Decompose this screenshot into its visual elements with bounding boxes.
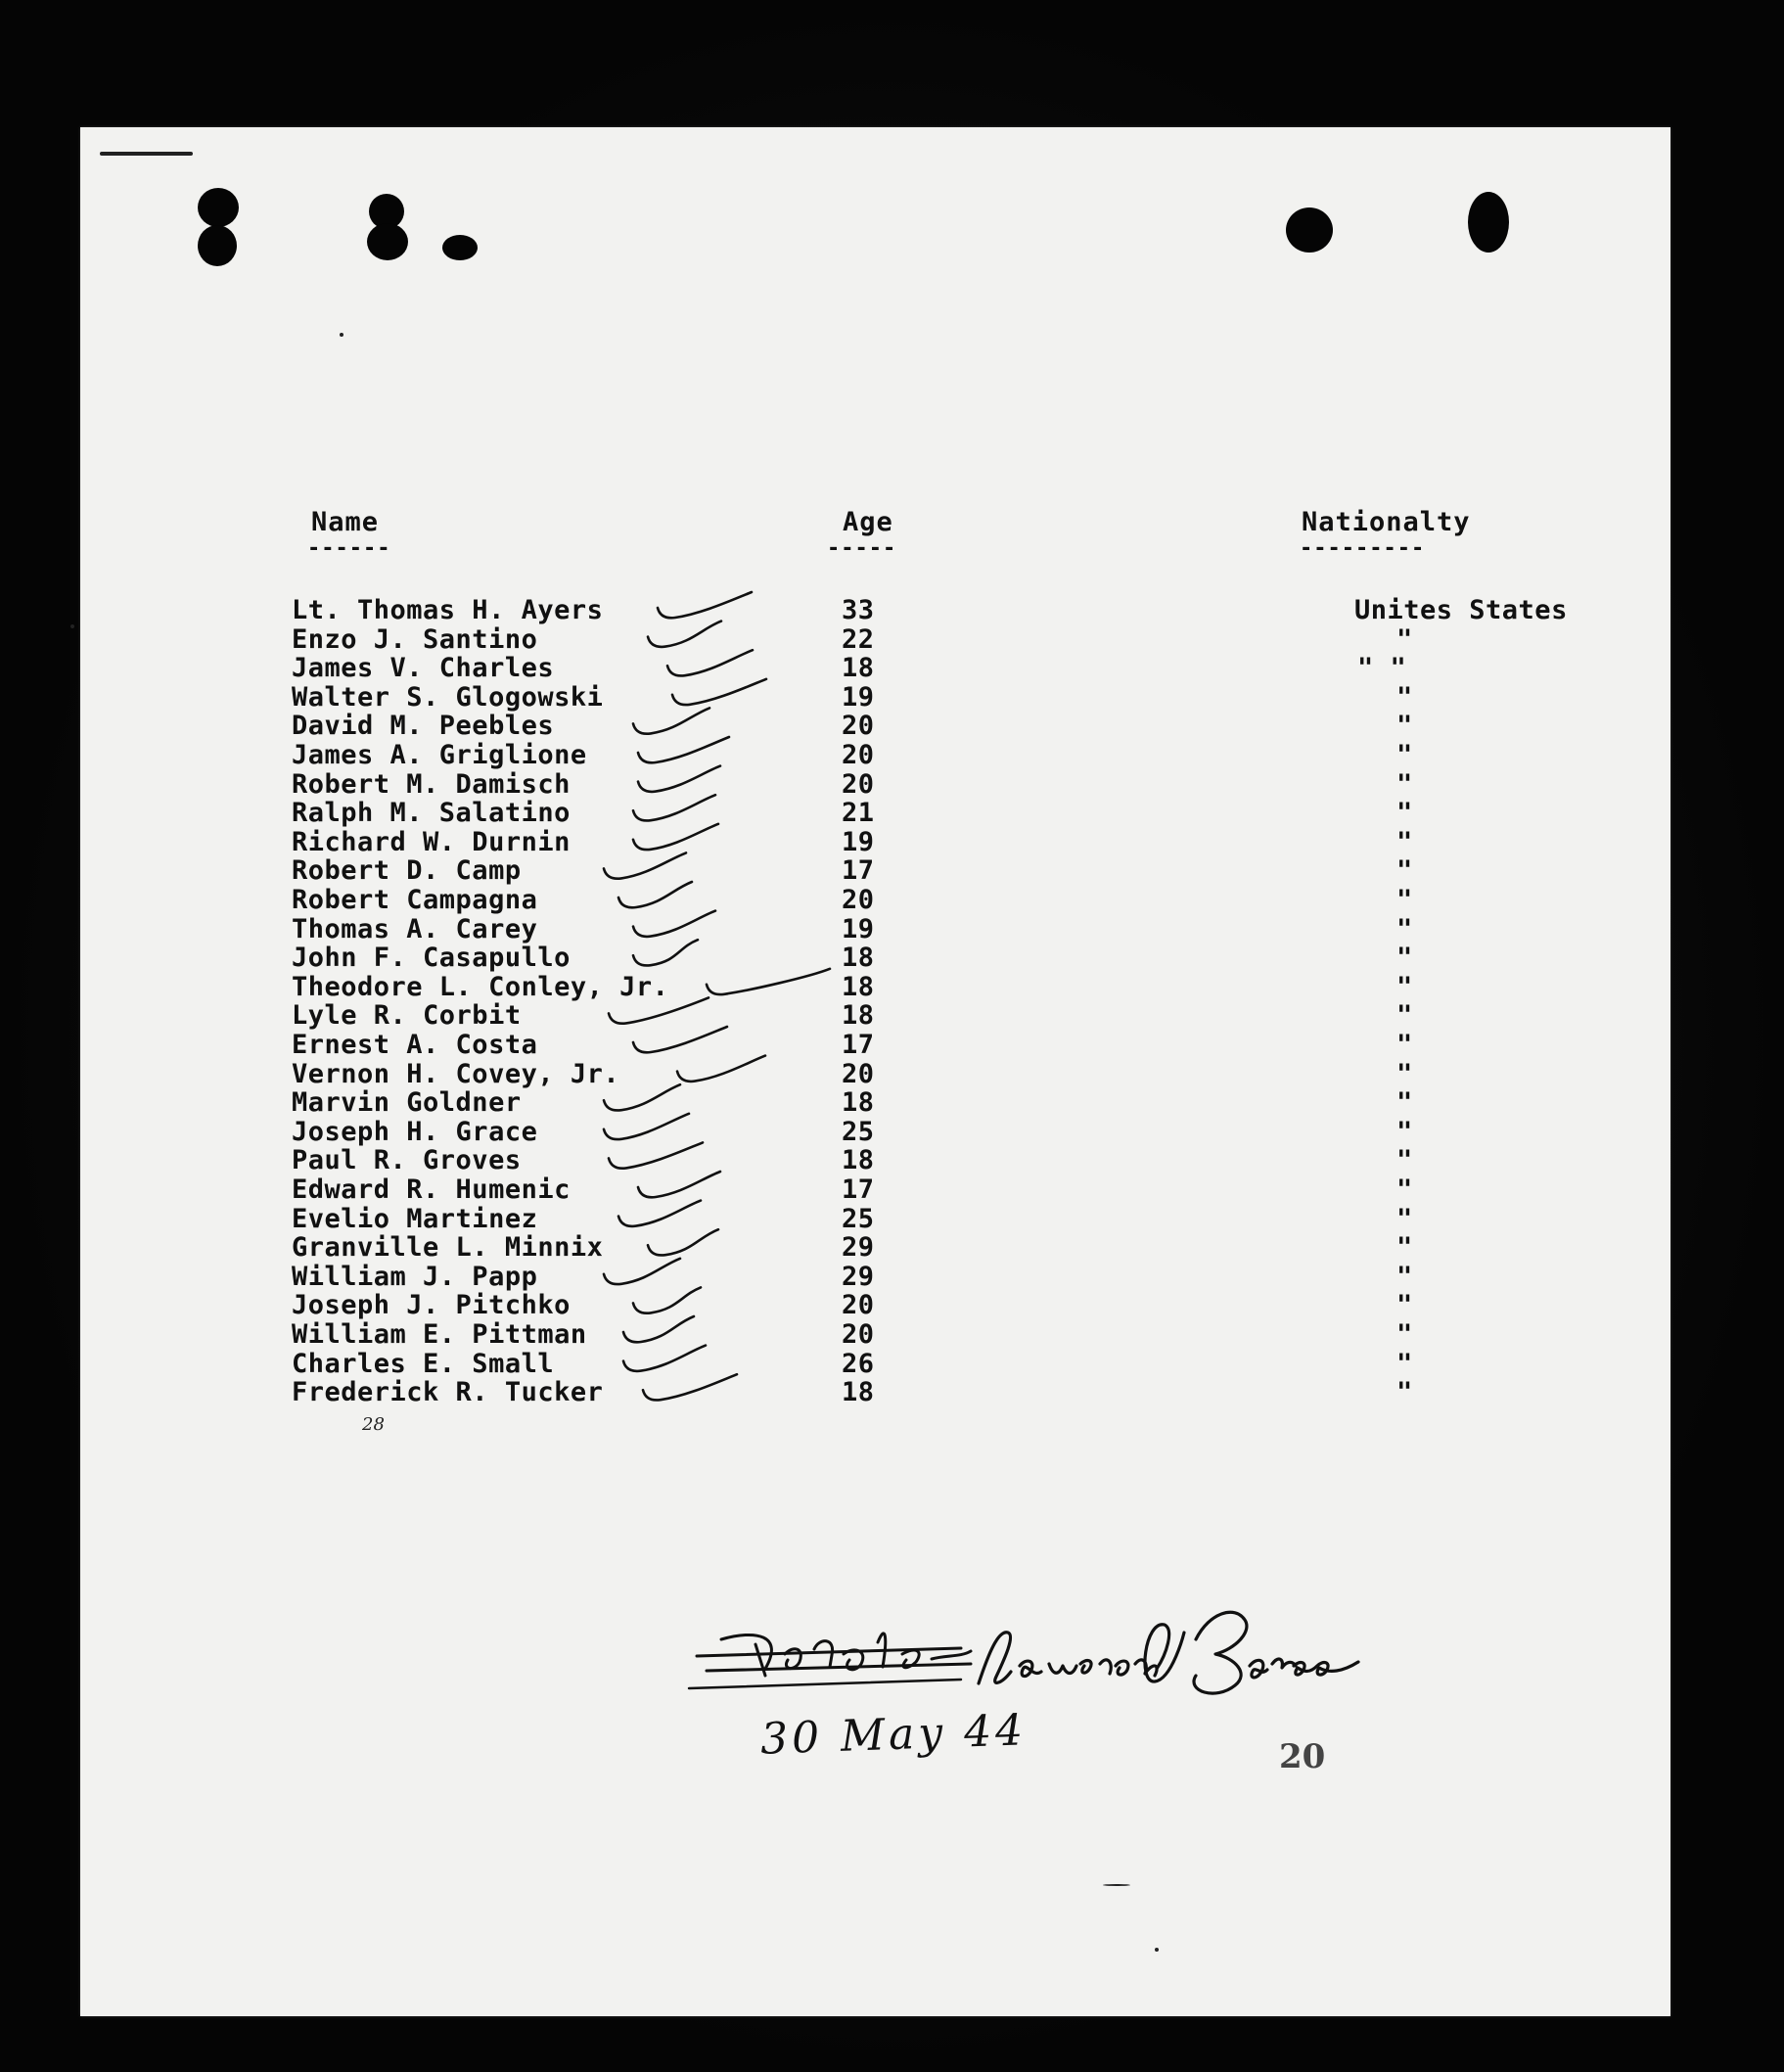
cell-nationality: " [1396,1203,1413,1234]
header-age-rule: ----- [827,536,897,561]
cell-age: 21 [842,798,875,829]
cell-name: Ernest A. Costa [292,1030,538,1060]
cell-age: 20 [842,1290,875,1321]
table-row [80,1088,1670,1118]
cell-age: 18 [842,1377,875,1408]
cell-age: 19 [842,913,875,944]
cell-age: 19 [842,681,875,713]
cell-age: 20 [842,1319,875,1350]
cell-name: Paul R. Groves [292,1145,522,1176]
cell-nationality: " [1396,798,1413,829]
table-row [80,770,1670,800]
cell-age: 29 [842,1261,875,1292]
cell-name: Theodore L. Conley, Jr. [292,971,669,1002]
cell-age: 33 [842,595,875,625]
cell-name: William J. Papp [292,1261,538,1292]
signature-mark [979,1612,1358,1693]
cell-name: Walter S. Glogowski [292,681,604,713]
cell-age: 22 [842,623,875,655]
cell-name: Enzo J. Santino [292,623,538,655]
table-row [80,1263,1670,1292]
cell-age: 18 [842,971,875,1002]
cell-nationality: " [1396,1261,1413,1292]
cell-nationality: " [1396,623,1413,655]
cell-nationality: " [1396,1348,1413,1379]
cell-nationality: " [1396,1000,1413,1032]
cell-name: Joseph J. Pitchko [292,1290,571,1321]
cell-nationality: " [1396,740,1413,770]
cell-name: Thomas A. Carey [292,913,538,944]
cell-name: Granville L. Minnix [292,1232,604,1264]
cell-nationality: " [1396,1174,1413,1205]
header-age: Age [843,507,893,537]
punch-hole [1286,207,1333,253]
speck [1155,1948,1159,1952]
cell-nationality: " [1396,1290,1413,1321]
cell-name: Richard W. Durnin [292,826,571,857]
table-row [80,741,1670,770]
cell-nationality: Unites States [1354,595,1568,625]
cell-age: 18 [842,1000,875,1032]
punch-hole [1468,192,1509,253]
cell-age: 20 [842,885,875,915]
cell-age: 18 [842,943,875,974]
punch-hole [367,223,408,260]
table-row [80,856,1670,886]
cell-age: 25 [842,1203,875,1234]
cell-age: 26 [842,1348,875,1379]
cell-nationality: " [1396,681,1413,713]
speck [1103,1884,1130,1886]
cell-age: 20 [842,768,875,800]
cell-nationality: " [1396,1319,1413,1350]
table-row [80,625,1670,655]
cell-nationality: " [1396,971,1413,1002]
header-name-rule: ------ [307,536,391,561]
table-row [80,915,1670,944]
header-nationality-rule: --------- [1300,536,1426,561]
header-name: Name [311,507,380,537]
table-row [80,1378,1670,1407]
table-row [80,1320,1670,1350]
cell-name: James V. Charles [292,653,555,684]
table-row [80,1175,1670,1205]
cell-name: Robert D. Camp [292,855,522,887]
cell-nationality: " [1396,913,1413,944]
cell-name: William E. Pittman [292,1319,587,1350]
cell-name: Joseph H. Grace [292,1116,538,1147]
cell-nationality: " [1396,1116,1413,1147]
cell-age: 20 [842,1058,875,1089]
punch-hole [442,235,478,260]
cell-age: 18 [842,1145,875,1176]
speck [340,333,343,337]
table-row [80,1350,1670,1379]
cell-age: 17 [842,1174,875,1205]
date-note: 30 May 44 [759,1705,1028,1765]
table-row [80,886,1670,915]
punch-hole [198,225,237,266]
cell-name: Ralph M. Salatino [292,798,571,829]
table-row [80,683,1670,713]
table-row [80,1031,1670,1060]
table-row [80,973,1670,1002]
table-row [80,1118,1670,1147]
cell-name: Edward R. Humenic [292,1174,571,1205]
cell-age: 17 [842,855,875,887]
cell-name: John F. Casapullo [292,943,571,974]
cell-age: 20 [842,711,875,742]
cell-name: Robert M. Damisch [292,768,571,800]
punch-hole [198,188,239,227]
table-row [80,799,1670,828]
cell-name: Lt. Thomas H. Ayers [292,595,604,625]
cell-age: 25 [842,1116,875,1147]
cell-name: Robert Campagna [292,885,538,915]
cell-age: 20 [842,740,875,770]
count-note: 28 [362,1414,385,1435]
cell-name: David M. Peebles [292,711,555,742]
table-row [80,712,1670,741]
cell-age: 18 [842,653,875,684]
cell-nationality: " [1396,826,1413,857]
cell-name: Frederick R. Tucker [292,1377,604,1408]
cell-age: 29 [842,1232,875,1264]
cell-nationality: " [1396,1145,1413,1176]
cell-nationality: " [1396,711,1413,742]
table-row [80,1146,1670,1175]
cell-nationality: " [1396,1232,1413,1264]
table-row [80,944,1670,973]
cell-nationality: " [1396,1087,1413,1119]
cell-age: 18 [842,1087,875,1119]
cell-name: Vernon H. Covey, Jr. [292,1058,620,1089]
header-nationality: Nationalty [1302,507,1471,537]
table-row [80,828,1670,857]
speck [70,624,74,628]
table-row [80,1233,1670,1263]
cell-name: James A. Griglione [292,740,587,770]
table-row [80,654,1670,683]
cell-nationality: " [1396,1058,1413,1089]
table-row [80,596,1670,625]
cell-name: Evelio Martinez [292,1203,538,1234]
cell-nationality: " [1396,885,1413,915]
cell-name: Marvin Goldner [292,1087,522,1119]
table-row [80,1060,1670,1089]
struck-signature-mark [721,1634,971,1676]
cell-name: Lyle R. Corbit [292,1000,522,1032]
top-edge-mark [100,152,193,156]
cell-age: 17 [842,1030,875,1060]
cell-nationality: " [1396,1377,1413,1408]
table-row [80,1205,1670,1234]
cell-nationality: " [1396,943,1413,974]
cell-nationality: " [1396,768,1413,800]
table-row [80,1001,1670,1031]
document-page [80,127,1670,2016]
page-number: 20 [1279,1737,1326,1776]
cell-age: 19 [842,826,875,857]
table-row [80,1291,1670,1320]
cell-name: Charles E. Small [292,1348,555,1379]
cell-nationality: " [1396,855,1413,887]
cell-nationality: " " [1357,653,1407,684]
cell-nationality: " [1396,1030,1413,1060]
